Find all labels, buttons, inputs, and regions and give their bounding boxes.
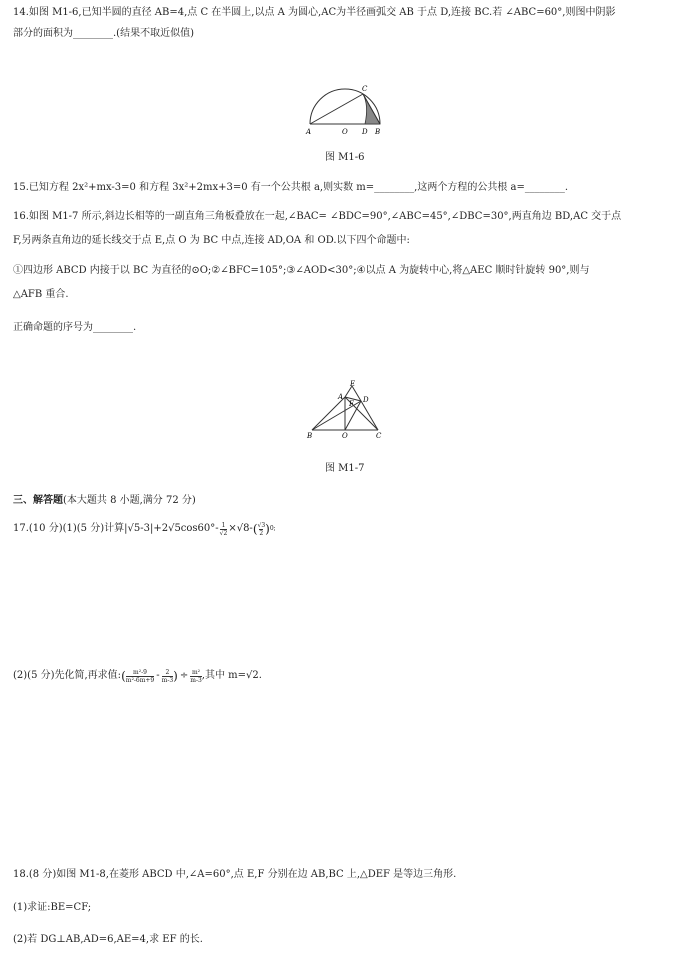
q18-line1: 18.(8 分)如图 M1-8,在菱形 ABCD 中,∠A=60°,点 E,F 分别在边 AB,BC 上,△DEF 是等边三角形. [13,869,457,880]
q17-part1-end: 0; [269,525,276,532]
q17-paren-num: √3 [257,521,266,529]
q17-paren-frac [258,522,266,537]
q16-line3: ①四边形 ABCD 内接于以 BC 为直径的⊙O;②∠BFC=105°;③∠AOD<30°;④以点 A 为旋转中心,将△AEC 顺时针旋转 90°,则与 [13,265,590,276]
caption-m1-6: 图 M1-6 [325,152,365,163]
label-c: C [362,85,368,93]
q14-line2: 部分的面积为________.(结果不取近似值) [13,28,194,39]
label-o: O [342,432,348,440]
q17-f3-den: m-3 [190,676,202,684]
figure-m1-6 [300,80,390,136]
label-d: D [362,128,368,136]
label-e: E [350,380,356,388]
label-c: C [376,432,382,440]
section3-heading-rest: (本大题共 8 小题,满分 72 分) [63,495,196,506]
q16-line1: 16.如图 M1-7 所示,斜边长相等的一副直角三角板叠放在一起,∠BAC= ∠BDC=90°,∠ABC=45°,∠DBC=30°,两直角边 BD,AC 交于点 [13,211,622,222]
q17-f2 [162,669,174,684]
section3-heading [13,494,196,508]
q17-f1-den: m²-6m+9 [125,676,155,684]
section3-heading-bold: 三、解答题 [13,495,63,506]
q15-line1: 15.已知方程 2x²+mx-3=0 和方程 3x²+2mx+3=0 有一个公共根 a,则实数 m=________,这两个方程的公共根 a=________. [13,182,569,193]
q17-frac1 [220,522,228,537]
q17-frac1-den: √2 [219,529,228,537]
q17-f2-den: m-3 [161,676,174,684]
q18-part2: (2)若 DG⊥AB,AD=6,AE=4,求 EF 的长. [13,934,203,945]
q16-line4: △AFB 重合. [13,289,69,300]
q18-part1: (1)求证:BE=CF; [13,902,92,913]
label-b: B [307,432,313,440]
label-a: A [338,393,344,401]
q14-line1: 14.如图 M1-6,已知半圆的直径 AB=4,点 C 在半圆上,以点 A 为圆心,AC为半径画弧交 AB 于点 D,连接 BC.若 ∠ABC=60°,则图中阴影 [13,7,616,18]
label-f: F [349,400,354,408]
q17-part1: 17.(10 分)(1)(5 分)计算|√5-3|+2√5cos60°- $\frac{1}{√2}$ ×√8- ( $\frac{√3}{2}$ ) 0; [13,521,276,537]
label-b: B [375,128,381,136]
caption-m1-7: 图 M1-7 [325,463,365,474]
q17-part1-text: 17.(10 分)(1)(5 分)计算|√5-3|+2√5cos60°- [13,523,219,534]
q17-f1-num: m²-9 [133,668,147,676]
q17-f3-num: m² [191,668,201,676]
q17-f2-num: 2 [165,668,170,676]
q17-f1 [126,669,154,684]
q17-frac1-num: 1 [221,521,226,529]
figure-m1-7 [300,380,390,440]
q17-f3 [190,669,202,684]
q17-part2-prefix: (2)(5 分)先化简,再求值: [13,670,122,681]
q17-part1-mid: ×√8- [228,523,253,534]
q16-line5: 正确命题的序号为________. [13,322,137,333]
q17-part2: (2)(5 分)先化简,再求值: ( $\frac{\text{m²-9}}{\text{m²-6m+9}}$ - $\frac{2}{m-3}$ ) ÷ $\frac{\text{m²}}{m-3}$ ,其中 m=√2. [13,668,262,684]
q17-paren-den: 2 [259,529,264,537]
q16-line2: F,另两条直角边的延长线交于点 E,点 O 为 BC 中点,连接 AD,OA 和 OD.以下四个命题中: [13,235,410,246]
label-a: A [306,128,312,136]
q17-part2-suffix: ,其中 m=√2. [201,670,262,681]
label-o: O [342,128,348,136]
label-d: D [363,396,369,404]
